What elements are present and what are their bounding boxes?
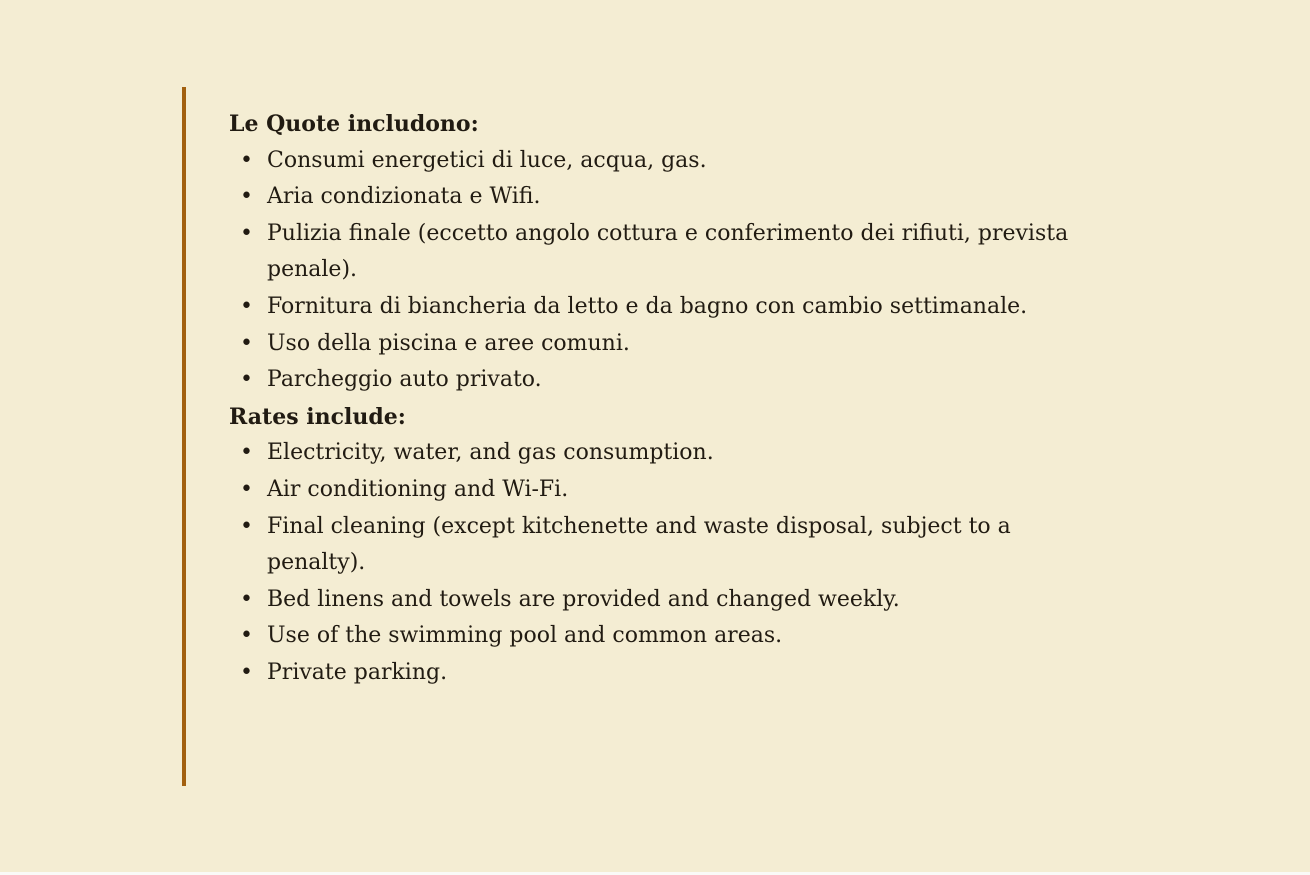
list-item: • Bed linens and towels are provided and changed weekly. xyxy=(229,582,1079,619)
section-heading-italian: Le Quote includono: xyxy=(229,111,479,137)
list-item: • Electricity, water, and gas consumption. xyxy=(229,435,1079,472)
content-block xyxy=(229,106,1189,692)
list-item: • Aria condizionata e Wifi. xyxy=(229,179,1079,216)
list-item: • Air conditioning and Wi-Fi. xyxy=(229,472,1079,509)
list-item: • Final cleaning (except kitchenette and waste disposal, subject to a penalty). xyxy=(229,509,1079,582)
list-item: • Pulizia finale (eccetto angolo cottura e conferimento dei rifiuti, prevista penale). xyxy=(229,216,1079,289)
included-list-english xyxy=(229,435,1189,691)
list-item: • Fornitura di biancheria da letto e da bagno con cambio settimanale. xyxy=(229,289,1079,326)
list-item: • Parcheggio auto privato. xyxy=(229,362,1079,399)
list-item: • Uso della piscina e aree comuni. xyxy=(229,326,1079,363)
list-item: • Private parking. xyxy=(229,655,1079,692)
list-item: • Use of the swimming pool and common areas. xyxy=(229,618,1079,655)
accent-bar xyxy=(182,87,186,786)
list-item: • Consumi energetici di luce, acqua, gas. xyxy=(229,143,1079,180)
included-list-italian xyxy=(229,143,1189,399)
section-heading-english: Rates include: xyxy=(229,403,406,430)
